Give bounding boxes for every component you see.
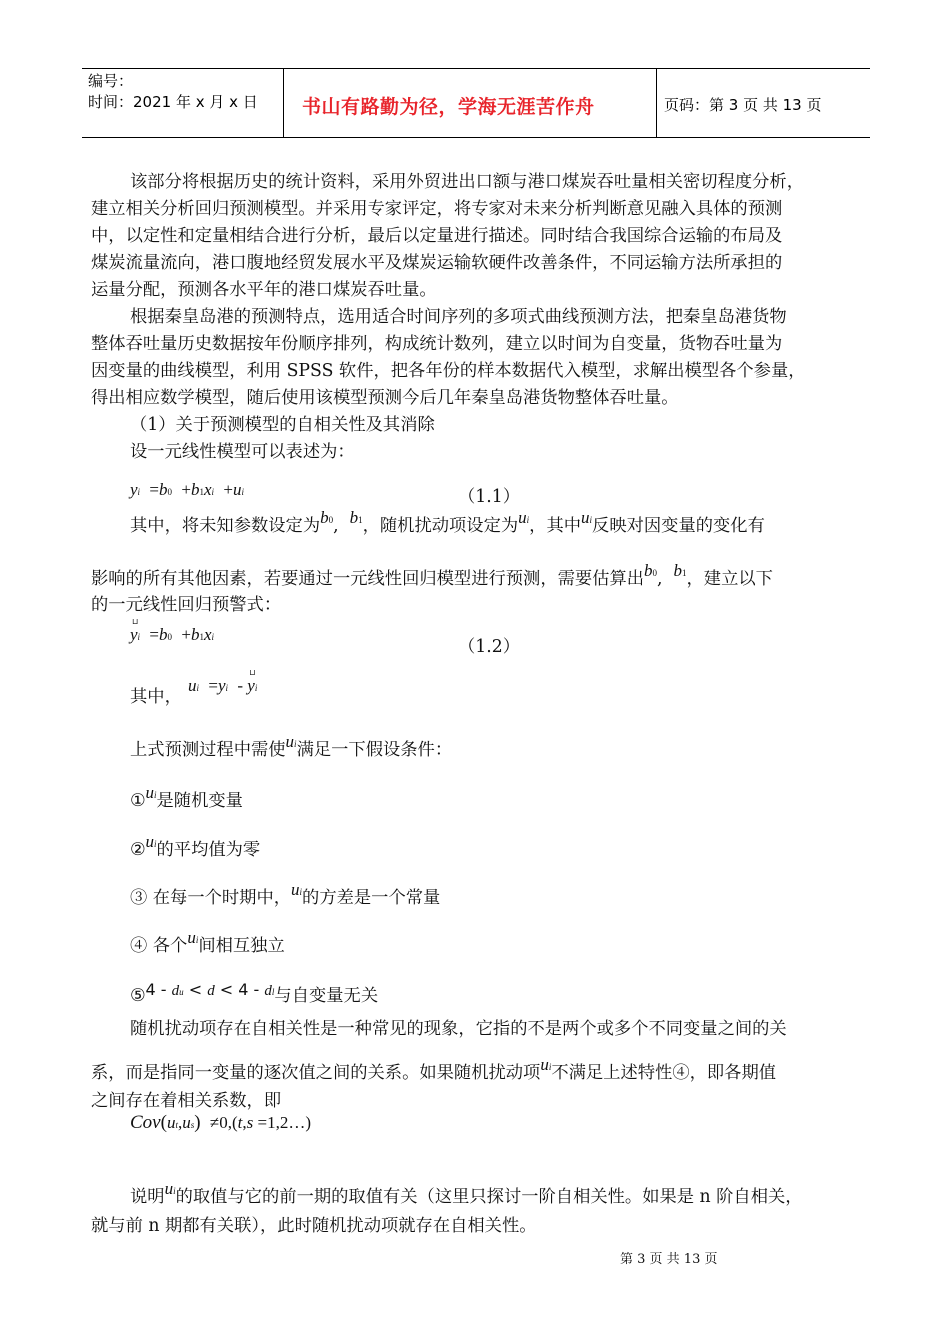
paragraph-line: 该部分将根据历史的统计资料，采用外贸进出口额与港口煤炭吞吐量相关密切程度分析， — [130, 172, 804, 192]
assumption-item: $②u^i$的平均值为零 — [130, 832, 261, 860]
header-motto: 书山有路勤为径，学海无涯苦作舟 — [302, 96, 595, 118]
assumption-intro: 上式预测过程中需使$u^i$满足一下假设条件： — [130, 732, 453, 760]
paragraph-line: 因变量的曲线模型，利用 SPSS 软件，把各年份的样本数据代入模型，求解出模型各个参量， — [91, 361, 806, 381]
assumption-item: $①u^i$是随机变量 — [130, 783, 243, 811]
page-footer: 第 3 页 共 13 页 — [620, 1252, 718, 1267]
paragraph-line: 中，以定性和定量相结合进行分析，最后以定量进行描述。同时结合我国综合运输的布局及 — [91, 226, 783, 246]
paragraph-line: 说明$u^i$的取值与它的前一期的取值有关（这里只探讨一阶自相关性。如果是 n 阶自相关， — [130, 1179, 803, 1207]
section-title: （1）关于预测模型的自相关性及其消除 — [130, 415, 435, 435]
paragraph-line: 建立相关分析回归预测模型。并采用专家评定，将专家对未来分析判断意见融入具体的预测 — [91, 199, 783, 219]
paragraph-line: 整体吞吐量历史数据按年份顺序排列，构成统计数列，建立以时间为自变量，货物吞吐量为 — [91, 334, 783, 354]
linear-model-intro: 设一元线性模型可以表述为： — [130, 442, 355, 462]
paragraph-line: 之间存在着相关系数，即 — [91, 1091, 282, 1111]
assumption-item: ④ 各个$u^i$间相互独立 — [130, 928, 285, 956]
header-page-number: 页码：第 3 页 共 13 页 — [664, 96, 822, 114]
residual-equation: ui =yi - ⊔ yi — [188, 668, 258, 695]
paragraph-line: 的一元线性回归预警式： — [91, 595, 282, 615]
equation-label: （1.2） — [458, 637, 521, 657]
paragraph-line: 得出相应数学模型，随后使用该模型预测今后几年秦皇岛港货物整体吞吐量。 — [91, 388, 679, 408]
paragraph-line: 就与前 n 期都有关联），此时随机扰动项就存在自相关性。 — [91, 1216, 537, 1236]
equation-1-2: ⊔ yi =b0 +b1xi — [130, 617, 214, 644]
document-date: 时间：2021 年 x 月 x 日 — [88, 93, 258, 111]
paragraph-line: 随机扰动项存在自相关性是一种常见的现象，它指的不是两个或多个不同变量之间的关 — [130, 1019, 787, 1039]
assumption-item: ③ 在每一个时期中，$u^i$的方差是一个常量 — [130, 880, 441, 908]
header-divider — [283, 69, 284, 137]
header-divider — [656, 69, 657, 137]
where-label: 其中， — [130, 687, 182, 707]
paragraph-line: 煤炭流量流向，港口腹地经贸发展水平及煤炭运输软硬件改善条件，不同运输方法所承担的 — [91, 253, 783, 273]
paragraph-line: 运量分配，预测各水平年的港口煤炭吞吐量。 — [91, 280, 437, 300]
paragraph-line: 其中，将未知参数设定为$b^0$, $b^1$，随机扰动项设定为$u^i$，其中$u^i$反映对因变量的变化有 — [130, 508, 765, 536]
equation-label: （1.1） — [458, 487, 521, 507]
assumption-item: ⑤4 - du < d < 4 - dl与自变量无关 — [130, 980, 379, 1006]
equation-1-1: yi =b0 +b1xi +ui — [130, 480, 244, 499]
covariance-equation: Cov(ut,us) ≠0,(t,s =1,2…) — [130, 1112, 311, 1133]
paragraph-line: 影响的所有其他因素，若要通过一元线性回归模型进行预测，需要估算出$b^0$, $b^1$，建立以下 — [91, 561, 773, 589]
paragraph-line: 系，而是指同一变量的逐次值之间的关系。如果随机扰动项$u^i$不满足上述特性④，即各期值 — [91, 1055, 777, 1083]
document-number: 编号： — [88, 72, 134, 90]
paragraph-line: 根据秦皇岛港的预测特点，选用适合时间序列的多项式曲线预测方法，把秦皇岛港货物 — [130, 307, 787, 327]
